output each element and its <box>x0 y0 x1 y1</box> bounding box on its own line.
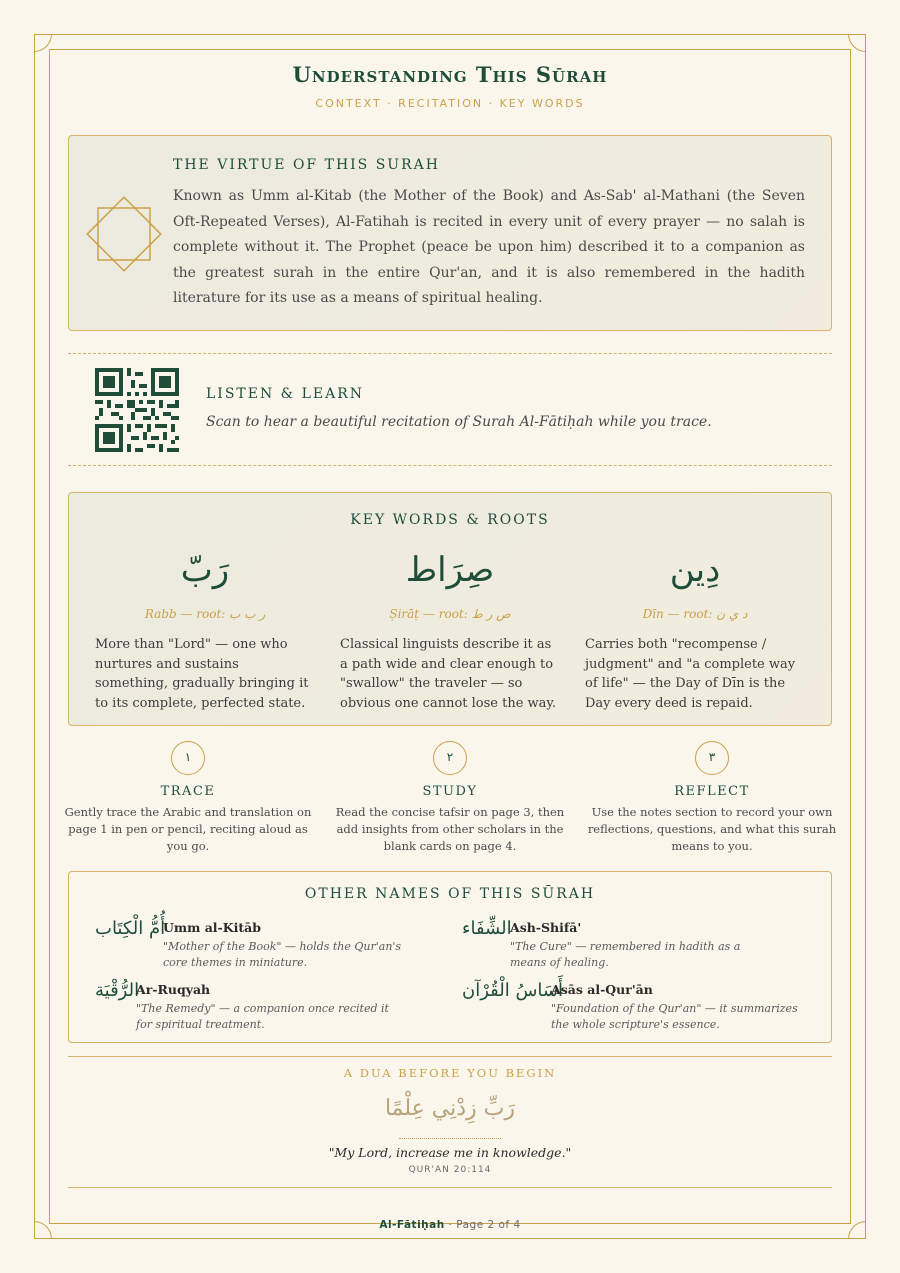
other-names-card <box>68 871 832 1043</box>
step-reflect <box>587 741 837 855</box>
step-number: ٣ <box>695 741 729 775</box>
key-word-root: Dīn — root: د ي ن <box>642 607 748 621</box>
key-words-heading: KEY WORDS & ROOTS <box>350 512 550 528</box>
other-name-arabic: أُمُّ الْكِتَاب <box>95 918 166 939</box>
key-word-sirat <box>340 541 560 713</box>
other-name-asas-al-quran <box>462 980 798 1032</box>
footer-page-number: · Page 2 of 4 <box>444 1219 521 1231</box>
key-word-root: Rabb — root: ر ب ب <box>144 607 266 621</box>
other-names-heading: OTHER NAMES OF THIS SŪRAH <box>304 886 596 902</box>
virtue-heading: THE VIRTUE OF THIS SURAH <box>173 157 440 173</box>
key-word-din <box>585 541 805 713</box>
key-word-rabb <box>95 541 315 713</box>
step-title: REFLECT <box>674 784 750 799</box>
listen-body: Scan to hear a beautiful recitation of Surah Al-Fātiḥah while you trace. <box>206 414 712 430</box>
step-description: Gently trace the Arabic and translation on page 1 in pen or pencil, reciting aloud as you go. <box>64 805 312 853</box>
key-word-arabic: صِرَاط <box>405 550 495 590</box>
dua-translation: "My Lord, increase me in knowledge." <box>328 1145 572 1160</box>
page-title: Understanding This Sūrah <box>292 62 608 87</box>
key-word-root: Ṣirāṭ — root: ص ر ط <box>389 607 511 621</box>
key-word-description: More than "Lord" — one who nurtures and sustains something, gradually bringing it to its complete, perfected state. <box>95 637 309 711</box>
step-description: Read the concise tafsir on page 3, then add insights from other scholars in the blank cards on page 4. <box>335 805 565 853</box>
step-number: ٢ <box>433 741 467 775</box>
key-word-description: Classical linguists describe it as a path wide and clear enough to "swallow" the traveler — so obvious one cannot lose the way. <box>340 637 557 711</box>
step-number: ١ <box>171 741 205 775</box>
dashed-divider <box>68 353 832 354</box>
step-study <box>325 741 575 855</box>
dua-dotted-line <box>399 1138 501 1139</box>
other-name-description: "Mother of the Book" — holds the Qur'an's core themes in miniature. <box>163 940 402 969</box>
key-word-arabic: دِين <box>669 550 721 590</box>
dua-reference: QUR'AN 20:114 <box>408 1165 492 1175</box>
other-name-arabic: الرُّقْيَة <box>95 980 140 1001</box>
key-word-description: Carries both "recompense / judgment" and "a complete way of life" — the Day of Dīn is the Day every deed is repaid. <box>585 637 796 711</box>
step-title: TRACE <box>160 784 216 799</box>
page-subtitle: CONTEXT · RECITATION · KEY WORDS <box>315 97 585 110</box>
listen-heading: LISTEN & LEARN <box>206 386 365 402</box>
qr-code-icon[interactable] <box>95 368 179 452</box>
dua-bottom-rule <box>68 1187 832 1188</box>
dua-arabic: رَبِّ زِدْنِي عِلْمًا <box>384 1096 516 1121</box>
other-name-ar-ruqyah <box>95 980 415 1032</box>
step-title: STUDY <box>422 784 478 799</box>
eight-point-star-icon <box>84 194 164 274</box>
virtue-card <box>68 135 832 331</box>
step-description: Use the notes section to record your own reflections, questions, and what this surah means to you. <box>587 805 837 853</box>
other-name-umm-al-kitab <box>95 918 415 970</box>
virtue-body: Known as Umm al-Kitab (the Mother of the Book) and As-Sab' al-Mathani (the Seven Oft-Repeated Verses), Al-Fatihah is recited in every unit of every prayer — no salah is complete without it. The Prophet (peace be upon him) described it to a companion as the greatest surah in the entire Qur'an, and it is also remembered in the hadith literature for its use as a means of spiritual healing. <box>173 188 805 306</box>
page-footer <box>0 1219 900 1231</box>
other-name-description: "The Remedy" — a companion once recited it for spiritual treatment. <box>136 1002 389 1031</box>
other-name-ash-shifa <box>462 918 782 970</box>
footer-surah-name: Al-Fātiḥah <box>379 1219 445 1231</box>
other-name-arabic: أَسَاسُ الْقُرْآن <box>462 980 564 1001</box>
dua-top-rule <box>68 1056 832 1057</box>
step-trace <box>63 741 313 855</box>
dashed-divider <box>68 465 832 466</box>
key-words-card <box>68 492 832 726</box>
other-name-description: "The Cure" — remembered in hadith as a means of healing. <box>510 940 741 969</box>
key-word-arabic: رَبّ <box>180 550 230 590</box>
other-name-description: "Foundation of the Qur'an" — it summarizes the whole scripture's essence. <box>551 1002 798 1031</box>
other-name-title: Asās al-Qur'ān <box>551 982 653 997</box>
other-name-title: Umm al-Kitāb <box>163 920 261 935</box>
dua-heading: A DUA BEFORE YOU BEGIN <box>343 1066 557 1080</box>
other-name-arabic: الشِّفَاء <box>462 918 512 939</box>
other-name-title: Ar-Ruqyah <box>136 982 211 997</box>
other-name-title: Ash-Shifā' <box>510 920 582 935</box>
